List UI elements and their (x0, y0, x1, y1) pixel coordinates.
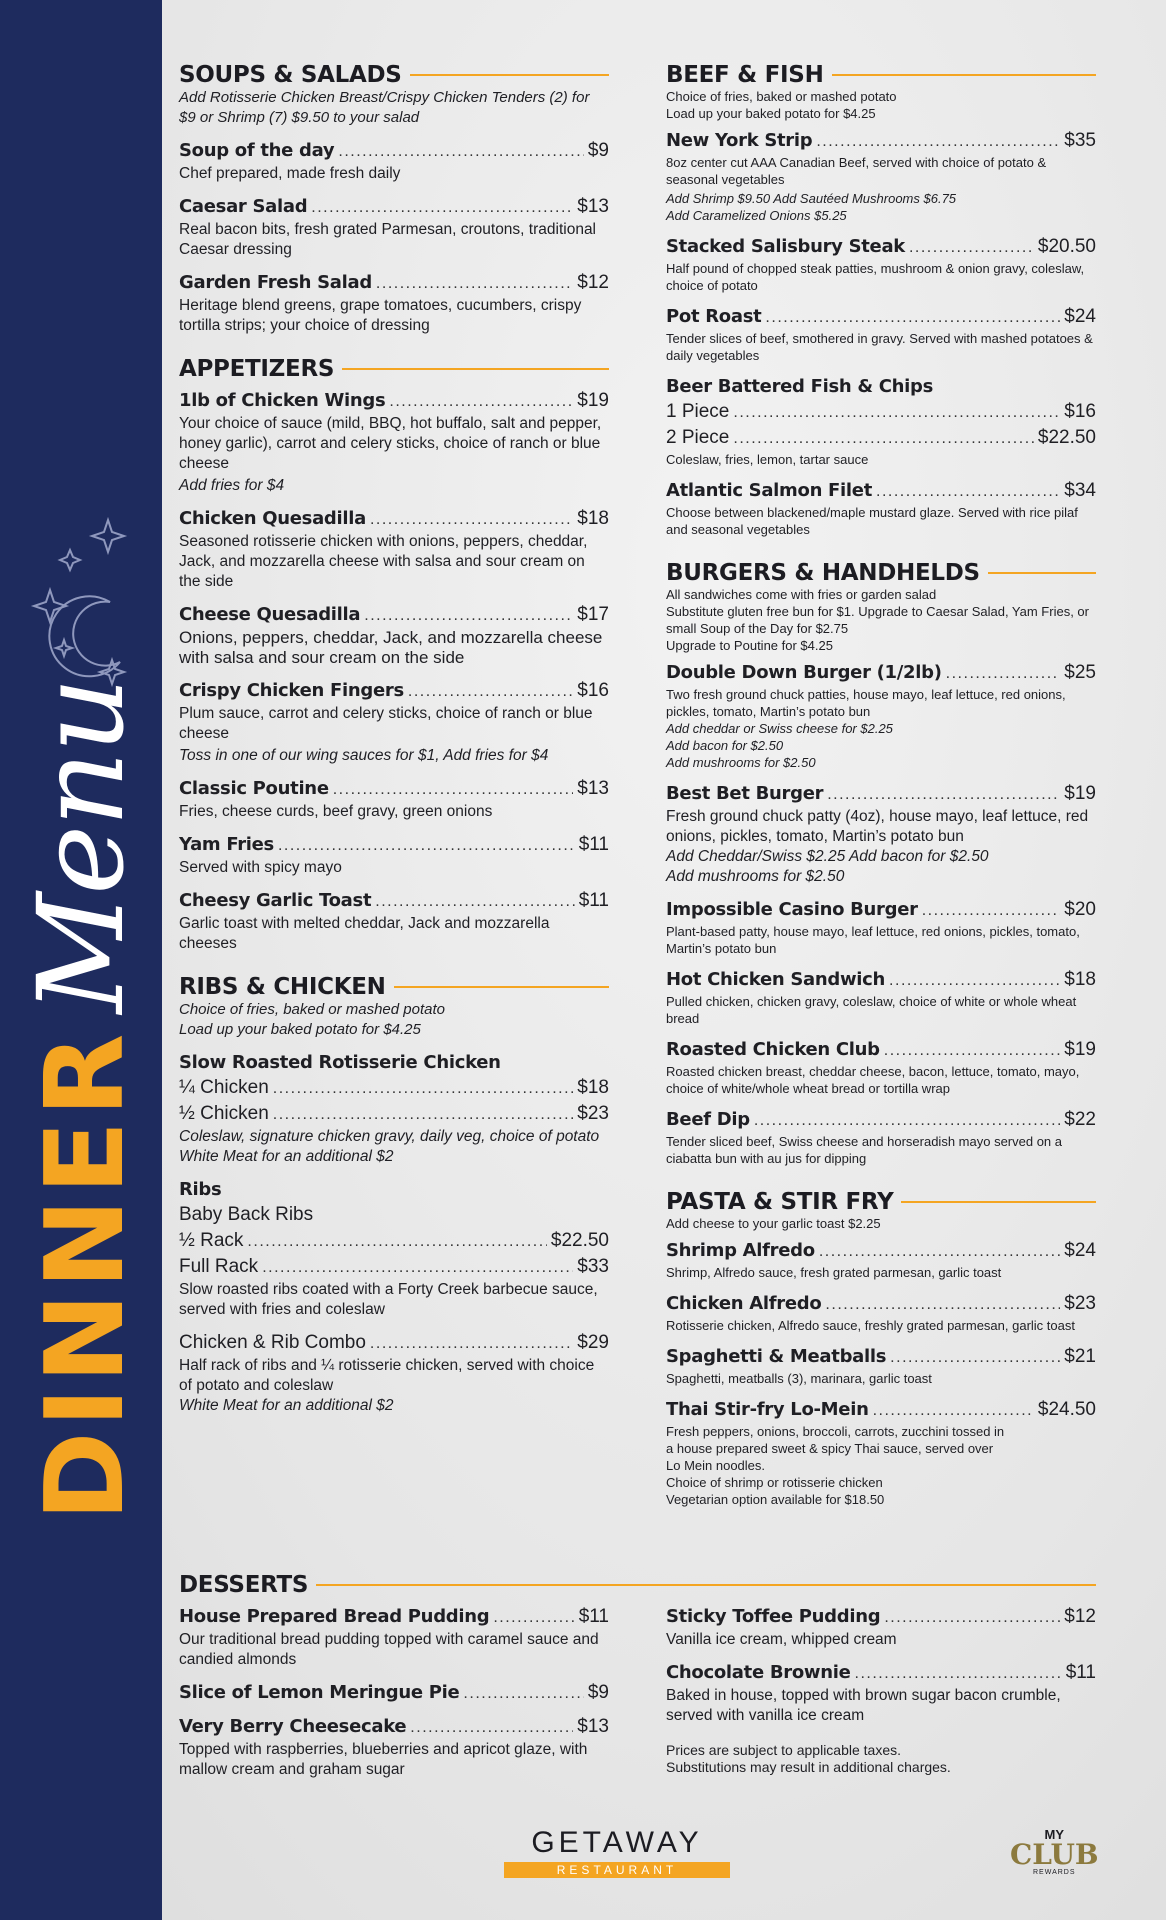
item-extra: Add cheddar or Swiss cheese for $2.25 (666, 721, 893, 736)
item-desc: Coleslaw, signature chicken gravy, daily veg, choice of potato (179, 1128, 600, 1145)
sub-heading: Beer Battered Fish & Chips (666, 376, 934, 397)
section-title: PASTA & STIR FRY (666, 1189, 894, 1215)
right-column (666, 62, 1096, 1508)
item-price: $24.50 (1037, 1399, 1096, 1420)
item-price: $25 (1064, 662, 1096, 683)
item-name: ½ Rack (179, 1230, 244, 1251)
sub-item: Baby Back Ribs (179, 1204, 314, 1225)
item-desc: Vanilla ice cream, whipped cream (666, 1631, 897, 1648)
menu-item (179, 390, 609, 496)
item-name: Chicken & Rib Combo (179, 1332, 366, 1353)
item-name: Stacked Salisbury Steak (666, 236, 905, 257)
item-price: $34 (1064, 480, 1096, 501)
item-extra: Add Shrimp $9.50 Add Sautéed Mushrooms $6.75 (666, 191, 957, 206)
item-price: $18 (577, 508, 609, 529)
menu-item (179, 140, 609, 184)
item-desc: Spaghetti, meatballs (3), marinara, garlic toast (666, 1371, 932, 1386)
sidebar-banner (0, 0, 162, 1920)
divider (988, 572, 1096, 574)
item-desc: Seasoned rotisserie chicken with onions, peppers, cheddar, Jack, and mozzarella cheese with salsa and sour cream on the side (179, 533, 588, 590)
item-name: Hot Chicken Sandwich (666, 969, 886, 990)
menu-item (179, 1256, 609, 1278)
item-desc: Rotisserie chicken, Alfredo sauce, freshly grated parmesan, garlic toast (666, 1318, 1075, 1333)
menu-item (179, 1606, 609, 1670)
menu-item (666, 1662, 1096, 1726)
footnote: Prices are subject to applicable taxes. (666, 1742, 902, 1758)
sub-heading: Ribs (179, 1179, 222, 1200)
menu-item (666, 662, 1096, 771)
menu-item (179, 1716, 609, 1780)
item-desc: Real bacon bits, fresh grated Parmesan, croutons, traditional Caesar dressing (179, 221, 597, 258)
item-price: $9 (587, 1682, 609, 1703)
menu-item (666, 427, 1096, 449)
item-name: Chicken Quesadilla (179, 508, 366, 529)
menu-item (666, 969, 1096, 1027)
divider (901, 1201, 1096, 1203)
item-desc: Garlic toast with melted cheddar, Jack and mozzarella cheeses (179, 915, 550, 952)
sub-heading: Slow Roasted Rotisserie Chicken (179, 1052, 501, 1073)
menu-item (179, 1332, 609, 1416)
item-name: Cheesy Garlic Toast (179, 890, 372, 911)
menu-item (179, 1682, 609, 1704)
item-price: $23 (1064, 1293, 1096, 1314)
item-name: Classic Poutine (179, 778, 329, 799)
item-extra: Add Caramelized Onions $5.25 (666, 208, 847, 223)
section-note: Choice of fries, baked or mashed potato (179, 1001, 445, 1018)
section-title: APPETIZERS (179, 356, 335, 382)
item-name: Full Rack (179, 1256, 259, 1277)
menu-item (666, 1240, 1096, 1281)
item-price: $22.50 (1037, 427, 1096, 448)
item-desc: Tender sliced beef, Swiss cheese and horseradish mayo served on a ciabatta bun with au jus for dipping (666, 1134, 1062, 1166)
menu-item (666, 1346, 1096, 1387)
item-name: ¼ Chicken (179, 1077, 269, 1098)
item-name: Beef Dip (666, 1109, 750, 1130)
menu-item (179, 272, 609, 336)
item-name: Thai Stir-fry Lo-Mein (666, 1399, 869, 1420)
item-name: Roasted Chicken Club (666, 1039, 880, 1060)
section-beef (666, 62, 1096, 538)
item-price: $24 (1064, 306, 1096, 327)
section-note: Load up your baked potato for $4.25 (666, 106, 876, 121)
item-price: $16 (577, 680, 609, 701)
item-desc: Topped with raspberries, blueberries and apricot glaze, with mallow cream and graham sugar (179, 1741, 588, 1778)
item-name: Garden Fresh Salad (179, 272, 372, 293)
item-name: Soup of the day (179, 140, 335, 161)
club-my: MY (1044, 1827, 1065, 1842)
section-note: Substitute gluten free bun for $1. Upgrade to Caesar Salad, Yam Fries, or small Soup of the Day for $2.75 (666, 604, 1089, 636)
item-price: $35 (1064, 130, 1096, 151)
item-name: Shrimp Alfredo (666, 1240, 815, 1261)
logo-main: GETAWAY (531, 1826, 703, 1859)
section-ribs (179, 974, 609, 1416)
item-price: $20 (1064, 899, 1096, 920)
item-price: $12 (1064, 1606, 1096, 1627)
section-burgers (666, 560, 1096, 1167)
item-desc: Pulled chicken, chicken gravy, coleslaw, choice of white or whole wheat bread (666, 994, 1077, 1026)
item-desc: 8oz center cut AAA Canadian Beef, served with choice of potato & seasonal vegetables (666, 155, 1047, 187)
divider (410, 74, 609, 76)
item-price: $19 (1064, 1039, 1096, 1060)
section-desserts (179, 1572, 1096, 1780)
section-note: Upgrade to Poutine for $4.25 (666, 638, 833, 653)
item-name: Slice of Lemon Meringue Pie (179, 1682, 460, 1703)
item-name: Very Berry Cheesecake (179, 1716, 407, 1737)
item-price: $23 (577, 1103, 609, 1124)
item-extra: Add mushrooms for $2.50 (666, 868, 845, 885)
item-name: Chocolate Brownie (666, 1662, 851, 1683)
item-price: $33 (577, 1256, 609, 1277)
menu-item (179, 1103, 609, 1125)
item-price: $21 (1064, 1346, 1096, 1367)
item-name: Best Bet Burger (666, 783, 824, 804)
item-extra: Add mushrooms for $2.50 (666, 755, 816, 770)
menu-title (12, 679, 150, 1521)
desserts-right (666, 1598, 1096, 1780)
item-desc: Roasted chicken breast, cheddar cheese, bacon, lettuce, tomato, mayo, choice of white/whole wheat bread or tortilla wrap (666, 1064, 1080, 1096)
item-price: $18 (1064, 969, 1096, 990)
item-desc: Onions, peppers, cheddar, Jack, and mozzarella cheese with salsa and sour cream on the side (179, 628, 603, 667)
item-price: $11 (1065, 1662, 1096, 1683)
item-desc: Choose between blackened/maple mustard glaze. Served with rice pilaf and seasonal vegetables (666, 505, 1078, 537)
item-desc: Tender slices of beef, smothered in gravy. Served with mashed potatoes & daily vegetables (666, 331, 1093, 363)
item-name: Caesar Salad (179, 196, 308, 217)
menu-item (666, 306, 1096, 364)
section-title: SOUPS & SALADS (179, 62, 402, 88)
section-note: Add cheese to your garlic toast $2.25 (666, 1216, 881, 1231)
divider (394, 986, 609, 988)
menu-item (666, 236, 1096, 294)
item-name: 1 Piece (666, 401, 730, 422)
item-price: $19 (1064, 783, 1096, 804)
item-name: Spaghetti & Meatballs (666, 1346, 887, 1367)
item-desc: Slow roasted ribs coated with a Forty Creek barbecue sauce, served with fries and coleslaw (179, 1281, 598, 1318)
menu-item (179, 1077, 609, 1099)
section-soups (179, 62, 609, 336)
item-desc: Plant-based patty, house mayo, leaf lettuce, red onions, pickles, tomato, Martin’s potato bun (666, 924, 1080, 956)
item-price: $19 (577, 390, 609, 411)
menu-item (666, 783, 1096, 887)
menu-item (666, 1039, 1096, 1097)
menu-item (666, 1293, 1096, 1334)
club-sub: REWARDS (1033, 1869, 1076, 1876)
divider (832, 74, 1096, 76)
section-note: Choice of fries, baked or mashed potato (666, 89, 897, 104)
item-name: 1lb of Chicken Wings (179, 390, 386, 411)
menu-item (179, 834, 609, 878)
item-name: New York Strip (666, 130, 813, 151)
menu-item (179, 778, 609, 822)
item-extra: Add Cheddar/Swiss $2.25 Add bacon for $2.50 (666, 848, 989, 865)
item-price: $11 (578, 1606, 609, 1627)
item-price: $29 (577, 1332, 609, 1353)
item-price: $18 (577, 1077, 609, 1098)
dinner-word: DINNER (23, 1029, 148, 1522)
item-extra: Add fries for $4 (179, 477, 285, 494)
divider (342, 368, 609, 370)
item-name: Impossible Casino Burger (666, 899, 918, 920)
item-name: Cheese Quesadilla (179, 604, 361, 625)
item-desc: Heritage blend greens, grape tomatoes, cucumbers, crispy tortilla strips; your choice of dressing (179, 297, 582, 334)
item-desc: Our traditional bread pudding topped with caramel sauce and candied almonds (179, 1631, 599, 1668)
item-desc: Fries, cheese curds, beef gravy, green onions (179, 803, 493, 820)
item-extra: Toss in one of our wing sauces for $1, Add fries for $4 (179, 747, 549, 764)
item-price: $22.50 (550, 1230, 609, 1251)
desserts-left (179, 1598, 609, 1780)
item-name: Atlantic Salmon Filet (666, 480, 873, 501)
menu-item (179, 890, 609, 954)
item-desc: Vegetarian option available for $18.50 (666, 1492, 885, 1507)
menu-item (179, 196, 609, 260)
menu-item (666, 130, 1096, 224)
menu-item (179, 508, 609, 592)
menu-item (179, 1230, 609, 1252)
section-note: Load up your baked potato for $4.25 (179, 1021, 421, 1038)
item-name: Double Down Burger (1/2lb) (666, 662, 942, 683)
section-title: DESSERTS (179, 1572, 309, 1598)
item-extra: White Meat for an additional $2 (179, 1148, 394, 1165)
item-name: ½ Chicken (179, 1103, 269, 1124)
item-desc: Two fresh ground chuck patties, house mayo, leaf lettuce, red onions, pickles, tomato, Martin’s potato bun (666, 687, 1066, 719)
divider (316, 1584, 1096, 1586)
item-desc: Coleslaw, fries, lemon, tartar sauce (666, 452, 869, 467)
item-price: $22 (1064, 1109, 1096, 1130)
item-name: House Prepared Bread Pudding (179, 1606, 490, 1627)
menu-item (666, 401, 1096, 423)
item-desc: Choice of shrimp or rotisserie chicken (666, 1475, 883, 1490)
item-name: Yam Fries (179, 834, 274, 855)
menu-item (666, 1399, 1096, 1508)
item-name: Chicken Alfredo (666, 1293, 822, 1314)
item-desc: Chef prepared, made fresh daily (179, 165, 401, 182)
item-desc: Plum sauce, carrot and celery sticks, choice of ranch or blue cheese (179, 705, 593, 742)
moon-stars-icon (28, 510, 138, 700)
item-extra: White Meat for an additional $2 (179, 1397, 394, 1414)
item-desc: Fresh ground chuck patty (4oz), house mayo, leaf lettuce, red onions, pickles, tomato, Martin’s potato bun (666, 808, 1089, 845)
item-name: Crispy Chicken Fingers (179, 680, 404, 701)
item-desc: Baked in house, topped with brown sugar bacon crumble, served with vanilla ice cream (666, 1687, 1061, 1724)
item-price: $11 (578, 834, 609, 855)
item-desc: Fresh peppers, onions, broccoli, carrots, zucchini tossed in a house prepared sweet & spicy Thai sauce, served over Lo Mein noodles. (666, 1424, 1005, 1473)
item-price: $13 (577, 1716, 609, 1737)
item-price: $9 (587, 140, 609, 161)
footnote: Substitutions may result in additional charges. (666, 1759, 951, 1775)
menu-item (179, 680, 609, 766)
item-name: Pot Roast (666, 306, 762, 327)
section-title: RIBS & CHICKEN (179, 974, 386, 1000)
item-name: 2 Piece (666, 427, 730, 448)
section-appetizers (179, 356, 609, 954)
section-note: Add Rotisserie Chicken Breast/Crispy Chicken Tenders (2) for $9 or Shrimp (7) $9.50 to your salad (179, 89, 590, 126)
item-desc: Served with spicy mayo (179, 859, 342, 876)
item-price: $20.50 (1037, 236, 1096, 257)
item-desc: Shrimp, Alfredo sauce, fresh grated parmesan, garlic toast (666, 1265, 1002, 1280)
item-price: $12 (577, 272, 609, 293)
menu-item (666, 1109, 1096, 1167)
menu-word: Menu (12, 678, 150, 1014)
item-price: $17 (577, 604, 609, 625)
myclub-logo (1010, 1828, 1099, 1876)
menu-item (666, 1606, 1096, 1650)
section-pasta (666, 1189, 1096, 1508)
section-note: All sandwiches come with fries or garden salad (666, 587, 937, 602)
item-desc: Half pound of chopped steak patties, mushroom & onion gravy, coleslaw, choice of potato (666, 261, 1085, 293)
menu-item (666, 480, 1096, 538)
section-title: BEEF & FISH (666, 62, 824, 88)
left-column (179, 62, 609, 1416)
menu-item (179, 604, 609, 668)
item-desc: Half rack of ribs and ¼ rotisserie chicken, served with choice of potato and coleslaw (179, 1357, 595, 1394)
item-desc: Your choice of sauce (mild, BBQ, hot buffalo, salt and pepper, honey garlic), carrot and celery sticks, choice of ranch or blue cheese (179, 415, 602, 472)
item-price: $11 (578, 890, 609, 911)
logo-sub: RESTAURANT (504, 1862, 730, 1878)
item-price: $24 (1064, 1240, 1096, 1261)
section-title: BURGERS & HANDHELDS (666, 560, 980, 586)
getaway-logo (504, 1826, 730, 1878)
item-price: $16 (1064, 401, 1096, 422)
item-extra: Add bacon for $2.50 (666, 738, 784, 753)
item-name: Sticky Toffee Pudding (666, 1606, 881, 1627)
menu-item (666, 899, 1096, 957)
item-price: $13 (577, 196, 609, 217)
item-price: $13 (577, 778, 609, 799)
club-main: CLUB (1010, 1838, 1099, 1871)
